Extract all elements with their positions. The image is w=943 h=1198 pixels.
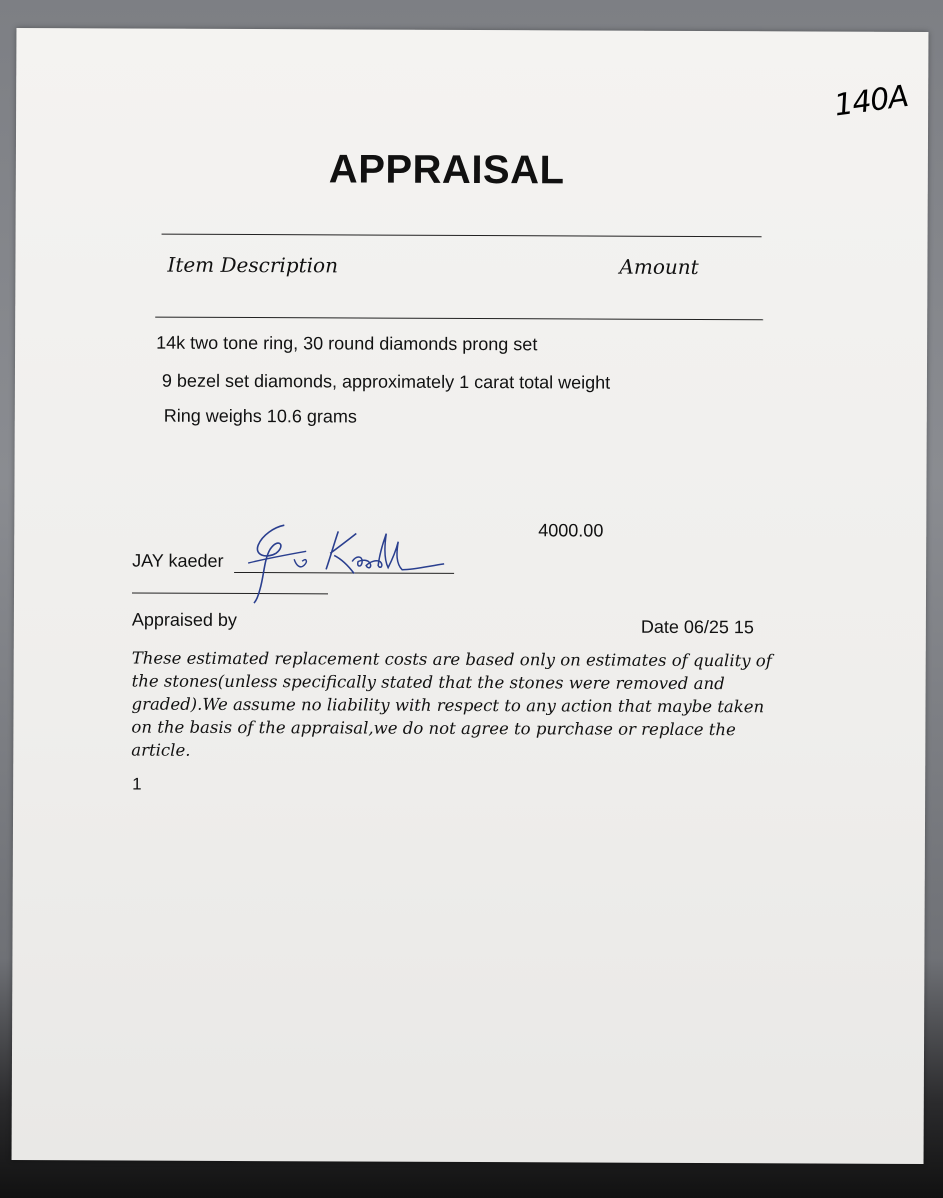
disclaimer-text: These estimated replacement costs are based only on estimates of quality of the stones(unless specifically stated that the stones were removed and graded).We assume no liability with respect to any action that maybe taken on the basis of the appraisal,we do not agree to purchase or replace the article. bbox=[131, 648, 772, 760]
item-line-1: 14k two tone ring, 30 round diamonds prong set bbox=[156, 332, 538, 355]
appraised-by-label: Appraised by bbox=[131, 609, 238, 630]
item-description-label: Item Description bbox=[167, 252, 339, 278]
appraisal-sheet bbox=[12, 28, 929, 1164]
header-bottom-rule bbox=[155, 317, 763, 321]
appraisal-date: Date 06/25 15 bbox=[640, 616, 755, 638]
amount-label: Amount bbox=[619, 254, 699, 279]
lot-tag: 140A bbox=[832, 78, 910, 124]
header-top-rule bbox=[162, 234, 762, 238]
appraiser-name: JAY kaeder bbox=[132, 550, 224, 571]
signature-graphic bbox=[234, 519, 474, 610]
page-title: APPRAISAL bbox=[328, 147, 565, 193]
amount-value: 4000.00 bbox=[538, 520, 604, 541]
item-line-2: 9 bezel set diamonds, approximately 1 carat total weight bbox=[161, 370, 611, 393]
item-line-3: Ring weighs 10.6 grams bbox=[163, 405, 357, 427]
page-number: 1 bbox=[132, 774, 142, 794]
